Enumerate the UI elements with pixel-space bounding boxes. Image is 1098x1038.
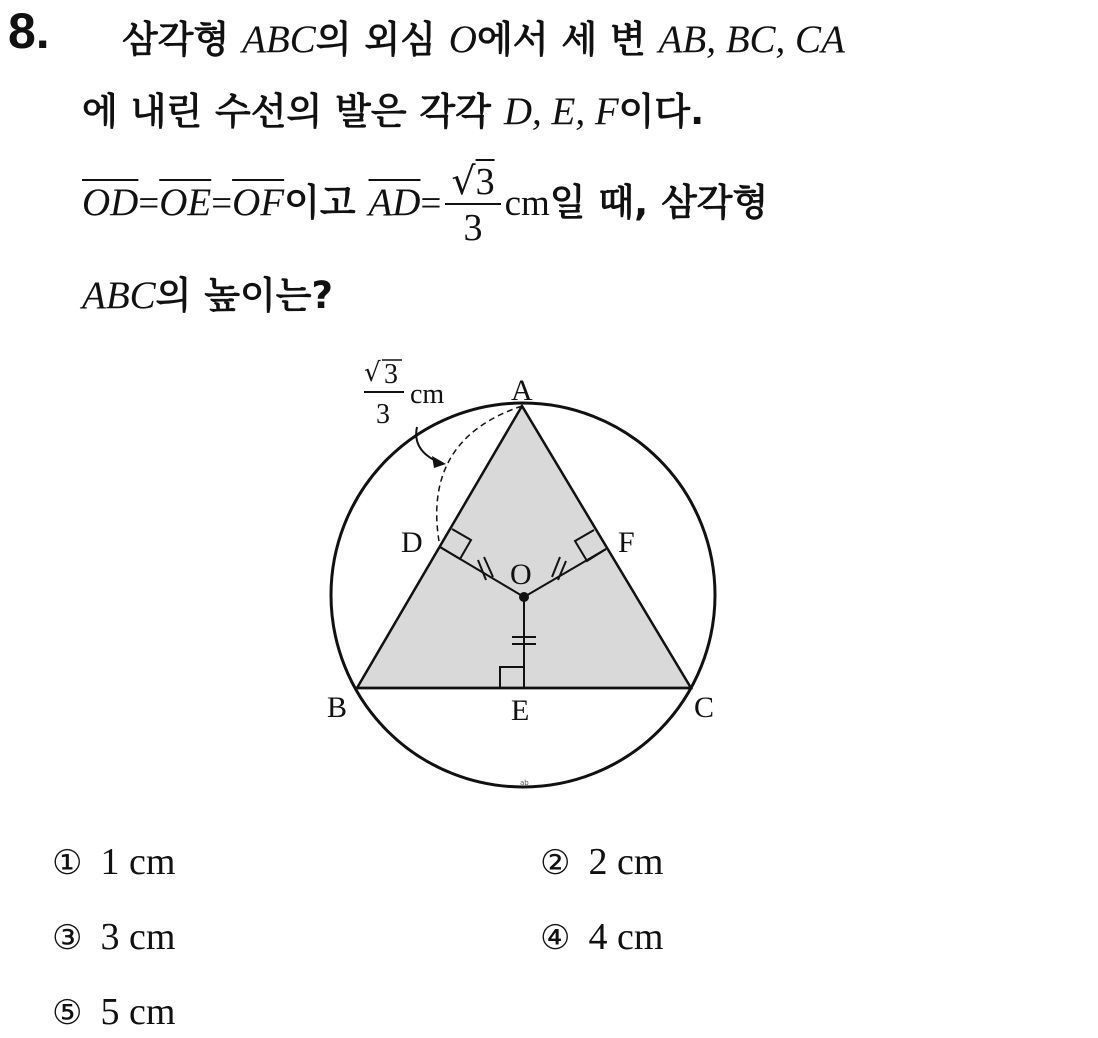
label-o: O [510,558,532,591]
option-value: 1 cm [100,841,176,883]
measure-sqrt: √ [364,358,381,388]
option-value: 5 cm [100,991,176,1033]
feet-names: D, E, F [503,90,619,133]
text: 의 외심 [315,18,449,61]
label-f: F [618,526,635,559]
measure-label [364,358,444,430]
equals-sign: = [420,183,442,224]
point-o [519,592,529,602]
unit-cm: cm [504,183,550,224]
question-line-4 [82,276,333,315]
option-mark: ⑤ [52,993,83,1033]
equals-sign: = [138,183,160,224]
text: 일 때, 삼각형 [549,181,769,224]
label-b: B [327,691,348,724]
text: 의 높이는? [155,274,333,317]
circumcircle-diagram [300,330,760,810]
measure-unit: cm [410,379,445,410]
label-a: A [511,374,533,407]
triangle-name: ABC [242,18,316,61]
option-mark: ① [52,843,83,883]
label-e: E [511,694,530,727]
option-1[interactable] [52,840,175,884]
arrow-head [432,456,446,468]
text: 이다. [618,90,705,133]
triangle-name: ABC [82,274,156,317]
question-line-2 [82,92,704,131]
text: 삼각형 [122,18,243,61]
small-mark: ab [520,779,529,787]
option-4[interactable] [540,915,663,959]
option-value: 2 cm [588,841,664,883]
question-line-1 [122,20,845,59]
option-3[interactable] [52,915,175,959]
text: 에서 세 변 [476,18,659,61]
option-2[interactable] [540,840,663,884]
option-mark: ② [540,843,571,883]
question-line-3 [82,159,769,249]
option-value: 4 cm [588,916,664,958]
segment-od: $\overline{OD}$ [82,181,139,224]
equals-sign: = [211,183,233,224]
segment-of: $\overline{OF}$ [232,181,285,224]
label-c: C [694,691,715,724]
text: 이고 [284,181,369,224]
option-5[interactable] [52,990,175,1034]
segment-ad: $\overline{AD}$ [368,181,421,224]
label-d: D [401,526,423,559]
option-mark: ④ [540,918,571,958]
sides-names: AB, BC, CA [658,18,845,61]
option-value: 3 cm [100,916,176,958]
option-mark: ③ [52,918,83,958]
fraction-sqrt3-over-3: $\frac{√3}{3}$ [445,162,500,247]
segment-oe: $\overline{OE}$ [159,181,212,224]
text: 에 내린 수선의 발은 각각 [82,90,504,133]
measure-denominator: 3 [376,399,390,430]
circumcenter-name: O [448,18,477,61]
question-number: 8. [8,3,50,59]
measure-numerator: 3 [384,359,398,390]
